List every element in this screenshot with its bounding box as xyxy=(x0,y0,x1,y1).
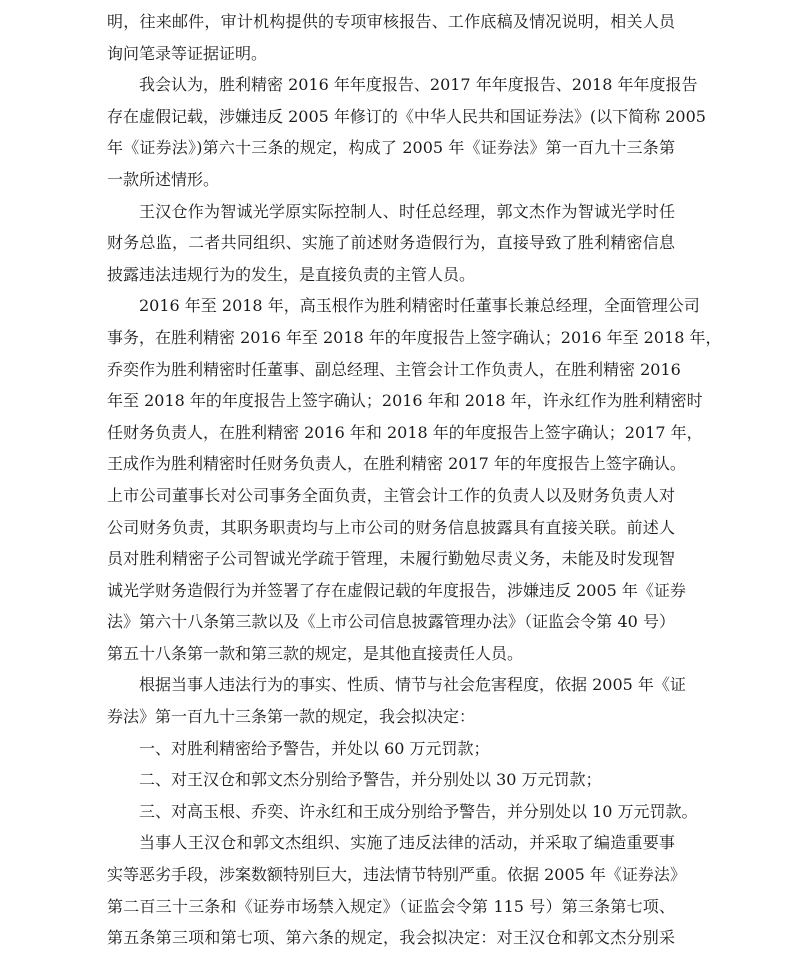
text-line: 上市公司董事长对公司事务全面负责，主管会计工作的负责人以及财务负责人对 xyxy=(107,485,675,505)
text-line: 公司财务负责，其职务职责均与上市公司的财务信息披露具有直接关联。前述人 xyxy=(107,517,675,537)
text-line: 第五条第三项和第七项、第六条的规定，我会拟决定：对王汉仓和郭文杰分别采 xyxy=(107,928,675,948)
paragraph-other-responsible xyxy=(107,290,722,669)
text-line: 王成作为胜利精密时任财务负责人，在胜利精密 2017 年的年度报告上签字确认。 xyxy=(107,454,686,474)
text-line: 一款所述情形。 xyxy=(107,169,220,189)
paragraph-market-ban xyxy=(107,827,686,953)
penalty-item-3 xyxy=(107,796,698,828)
text-line: 二、对王汉仓和郭文杰分别给予警告，并分别处以 30 万元罚款； xyxy=(139,770,602,790)
paragraph-finding xyxy=(107,69,706,195)
text-line: 任财务负责人，在胜利精密 2016 年和 2018 年的年度报告上签字确认；2017 年， xyxy=(107,422,703,442)
text-line: 2016 年至 2018 年，高玉根作为胜利精密时任董事长兼总经理，全面管理公司 xyxy=(139,296,700,316)
text-line: 一、对胜利精密给予警告，并处以 60 万元罚款； xyxy=(139,738,490,758)
text-line: 当事人王汉仓和郭文杰组织、实施了违反法律的活动，并采取了编造重要事 xyxy=(139,833,675,853)
text-line: 实等恶劣手段，涉案数额特别巨大，违法情节特别严重。依据 2005 年《证券法》 xyxy=(107,865,686,885)
text-line: 乔奕作为胜利精密时任董事、副总经理、主管会计工作负责人，在胜利精密 2016 xyxy=(107,359,681,379)
text-line: 第五十八条第一款和第三款的规定，是其他直接责任人员。 xyxy=(107,643,524,663)
text-line: 诚光学财务造假行为并签署了存在虚假记载的年度报告，涉嫌违反 2005 年《证券 xyxy=(107,580,686,600)
text-line: 年《证券法》)第六十三条的规定，构成了 2005 年《证券法》第一百九十三条第 xyxy=(107,138,675,158)
text-line: 存在虚假记载，涉嫌违反 2005 年修订的《中华人民共和国证券法》(以下简称 2005 xyxy=(107,106,706,126)
paragraph-responsible-managers xyxy=(107,196,675,291)
paragraph-penalty-basis xyxy=(107,669,686,732)
text-line: 员对胜利精密子公司智诚光学疏于管理，未履行勤勉尽责义务，未能及时发现智 xyxy=(107,549,675,569)
text-line: 第二百三十三条和《证券市场禁入规定》（证监会令第 115 号）第三条第七项、 xyxy=(107,896,675,916)
text-line: 王汉仓作为智诚光学原实际控制人、时任总经理，郭文杰作为智诚光学时任 xyxy=(139,201,675,221)
text-line: 披露违法违规行为的发生，是直接负责的主管人员。 xyxy=(107,264,476,284)
penalty-item-1 xyxy=(107,733,675,765)
text-line: 根据当事人违法行为的事实、性质、情节与社会危害程度，依据 2005 年《证 xyxy=(139,675,686,695)
text-line: 事务，在胜利精密 2016 年至 2018 年的年度报告上签字确认；2016 年至 2018 年， xyxy=(107,327,722,347)
text-line: 三、对高玉根、乔奕、许永红和王成分别给予警告，并分别处以 10 万元罚款。 xyxy=(139,801,698,821)
document-page xyxy=(107,6,722,954)
text-line: 明，往来邮件，审计机构提供的专项审核报告、工作底稿及情况说明，相关人员 xyxy=(107,12,675,31)
penalty-item-2 xyxy=(107,764,675,796)
text-line: 财务总监，二者共同组织、实施了前述财务造假行为，直接导致了胜利精密信息 xyxy=(107,233,675,253)
text-line: 年至 2018 年的年度报告上签字确认；2016 年和 2018 年，许永红作为胜利精密时 xyxy=(107,391,703,411)
text-line: 询问笔录等证据证明。 xyxy=(107,43,268,63)
text-line: 法》第六十八条第三款以及《上市公司信息披露管理办法》（证监会令第 40 号） xyxy=(107,612,675,632)
text-line: 我会认为，胜利精密 2016 年年度报告、2017 年年度报告、2018 年年度报告 xyxy=(139,75,698,95)
text-line: 券法》第一百九十三条第一款的规定，我会拟决定： xyxy=(107,707,476,727)
paragraph-evidence-tail xyxy=(107,6,675,69)
